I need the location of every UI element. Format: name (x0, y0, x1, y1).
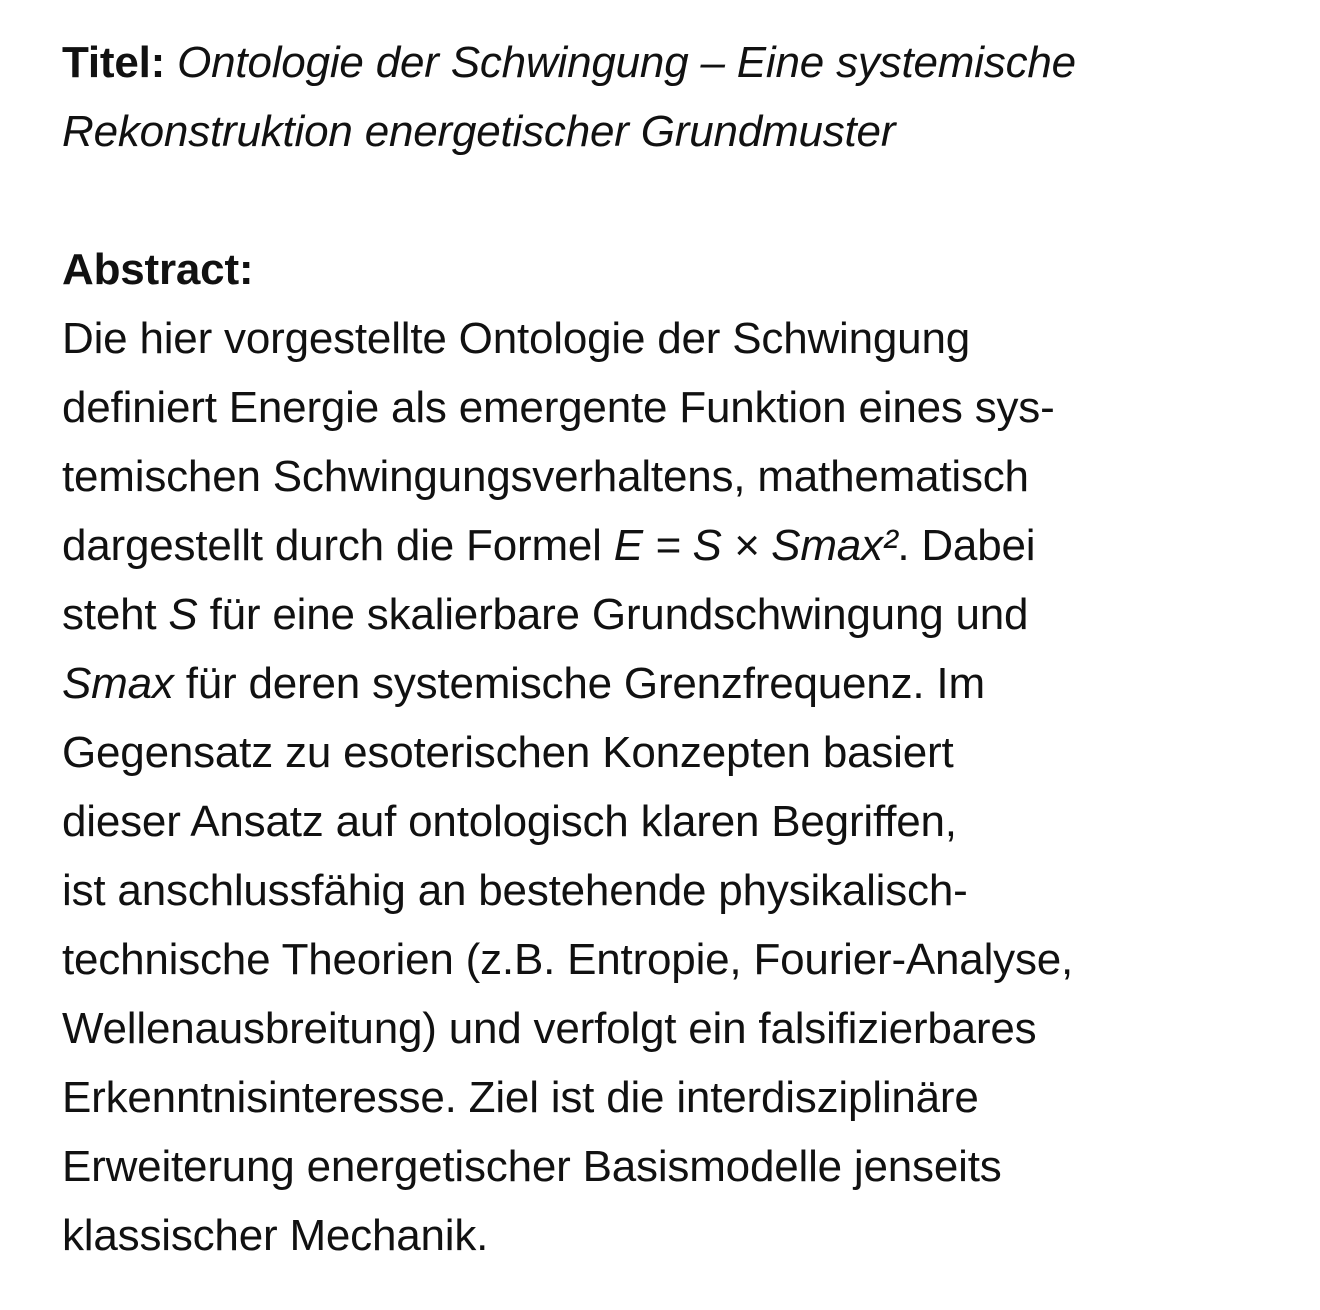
document-body (62, 28, 1282, 1270)
symbol-s: S (168, 590, 198, 639)
s-trail-text: für eine skalierbare Grundschwingung und (197, 590, 1029, 639)
smax-trail-text: für deren systemische Grenzfrequenz. Im (173, 659, 985, 708)
abstract-line-13: Erweiterung energetischer Basismodelle jenseits (62, 1142, 1002, 1191)
formula: E = S × Smax² (613, 521, 898, 570)
abstract-line-8: dieser Ansatz auf ontologisch klaren Begriffen, (62, 797, 957, 846)
abstract-line-3: temischen Schwingungsverhaltens, mathematisch (62, 452, 1029, 501)
abstract-line-14: klassischer Mechanik. (62, 1211, 489, 1260)
title-line-1 (62, 28, 1282, 97)
title-block (62, 28, 1282, 166)
abstract-block (62, 235, 1282, 1270)
abstract-line-1: Die hier vorgestellte Ontologie der Schwingung (62, 314, 970, 363)
abstract-line-12: Erkenntnisinteresse. Ziel ist die interdisziplinäre (62, 1073, 979, 1122)
s-lead-text: steht (62, 590, 169, 639)
abstract-line-5 (62, 580, 1282, 649)
abstract-line-9: ist anschlussfähig an bestehende physikalisch- (62, 866, 968, 915)
abstract-line-6 (62, 649, 1282, 718)
abstract-line-10: technische Theorien (z.B. Entropie, Fourier-Analyse, (62, 935, 1074, 984)
symbol-smax: Smax (62, 659, 174, 708)
formula-lead-text: dargestellt durch die Formel (62, 521, 614, 570)
title-text-part-2: Rekonstruktion energetischer Grundmuster (62, 107, 896, 156)
abstract-label: Abstract: (62, 245, 254, 294)
abstract-line-2: definiert Energie als emergente Funktion eines sys- (62, 383, 1055, 432)
abstract-line-7: Gegensatz zu esoterischen Konzepten basiert (62, 728, 954, 777)
abstract-line-11: Wellenausbreitung) und verfolgt ein falsifizierbares (62, 1004, 1037, 1053)
formula-trail-text: . Dabei (897, 521, 1036, 570)
title-label: Titel: (62, 38, 166, 87)
section-spacer (62, 166, 1282, 235)
title-text-part-1: Ontologie der Schwingung – Eine systemische (177, 38, 1076, 87)
abstract-line-4 (62, 511, 1282, 580)
